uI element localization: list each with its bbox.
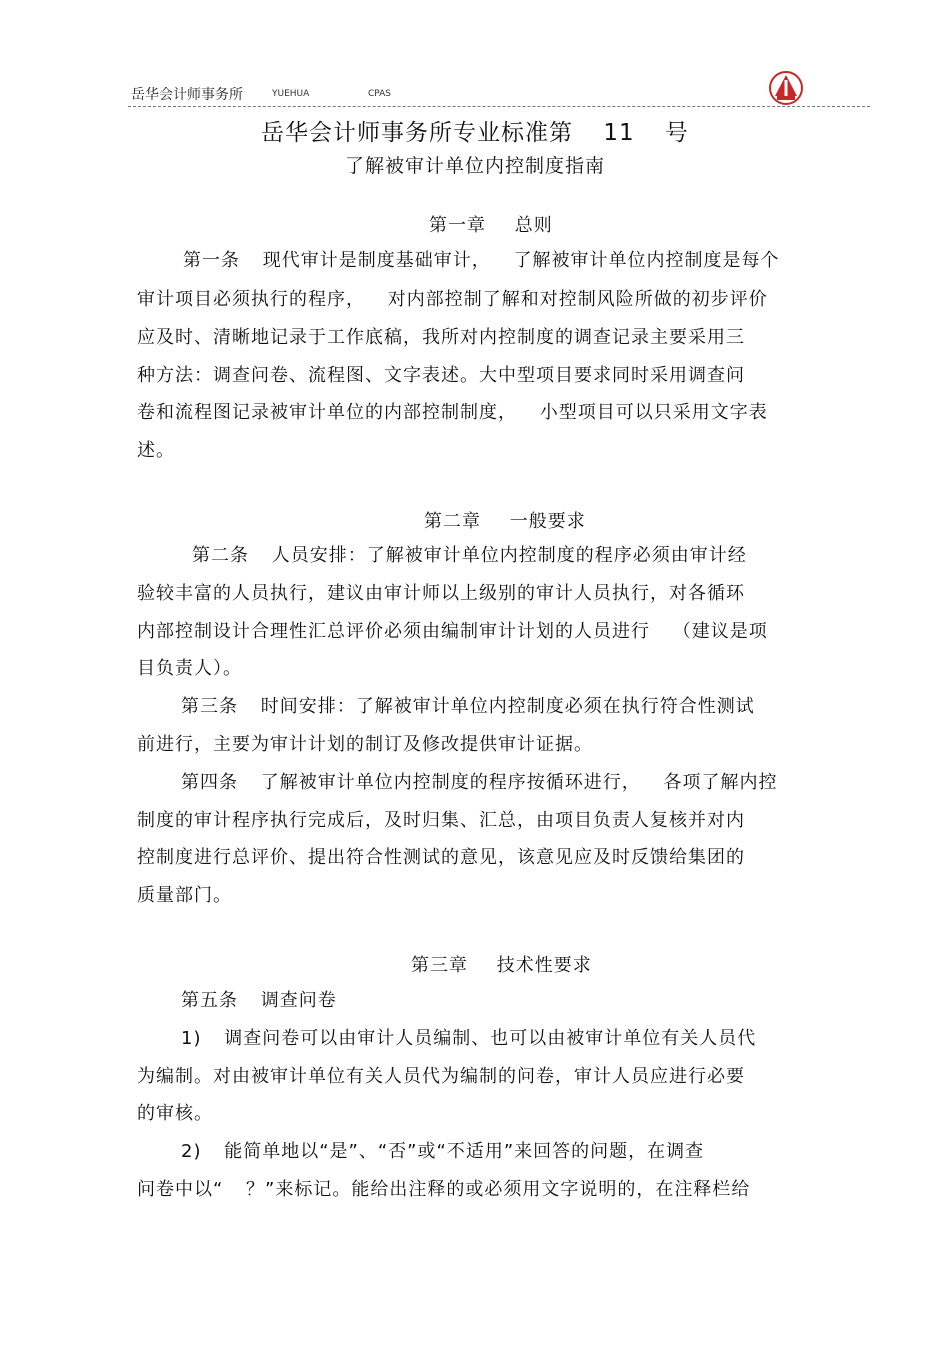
body-line: 种方法：调查问卷、流程图、文字表述。大中型项目要求同时采用调查问 <box>137 365 745 386</box>
body-line: 1) 调查问卷可以由审计人员编制、也可以由被审计单位有关人员代 <box>181 1028 757 1049</box>
body-line: 的审核。 <box>137 1103 213 1124</box>
body-line: 第二条 人员安排：了解被审计单位内控制度的程序必须由审计经 <box>192 545 747 566</box>
body-line: 第三条 时间安排：了解被审计单位内控制度必须在执行符合性测试 <box>181 696 755 717</box>
header-firm-name: 岳华会计师事务所 <box>131 87 243 103</box>
body-line: 卷和流程图记录被审计单位的内部控制制度， 小型项目可以只采用文字表 <box>137 402 768 423</box>
chapter-heading-1: 第一章 总则 <box>429 215 553 236</box>
chapter-heading-3: 第三章 技术性要求 <box>411 955 592 976</box>
document-subtitle: 了解被审计单位内控制度指南 <box>344 155 605 177</box>
body-line: 验较丰富的人员执行，建议由审计师以上级别的审计人员执行，对各循环 <box>137 583 745 604</box>
body-line: 第四条 了解被审计单位内控制度的程序按循环进行， 各项了解内控 <box>181 772 778 793</box>
chapter-heading-2: 第二章 一般要求 <box>424 511 586 532</box>
body-line: 第一条 现代审计是制度基础审计， 了解被审计单位内控制度是每个 <box>183 250 780 271</box>
firm-logo-icon <box>768 70 804 106</box>
body-line: 目负责人）。 <box>137 658 242 679</box>
body-line: 前进行，主要为审计计划的制订及修改提供审计证据。 <box>137 734 593 755</box>
body-line: 为编制。对由被审计单位有关人员代为编制的问卷，审计人员应进行必要 <box>137 1066 745 1087</box>
body-line: 应及时、清晰地记录于工作底稿，我所对内控制度的调查记录主要采用三 <box>137 327 745 348</box>
document-title: 岳华会计师事务所专业标准第 11 号 <box>261 120 689 146</box>
body-line: 述。 <box>137 440 175 461</box>
header-english-suffix: CPAS <box>368 89 392 99</box>
body-line: 制度的审计程序执行完成后，及时归集、汇总，由项目负责人复核并对内 <box>137 810 745 831</box>
body-line: 内部控制设计合理性汇总评价必须由编制审计计划的人员进行 （建议是项 <box>137 621 768 642</box>
header-divider <box>128 106 870 107</box>
body-line: 质量部门。 <box>137 885 232 906</box>
header-english-name: YUEHUA <box>272 89 310 99</box>
body-line: 第五条 调查问卷 <box>181 990 337 1011</box>
body-line: 控制度进行总评价、提出符合性测试的意见，该意见应及时反馈给集团的 <box>137 847 745 868</box>
body-line: 问卷中以“ ？”来标记。能给出注释的或必须用文字说明的，在注释栏给 <box>137 1179 751 1200</box>
body-line: 2) 能简单地以“是”、“否”或“不适用”来回答的问题，在调查 <box>181 1141 705 1162</box>
body-line: 审计项目必须执行的程序， 对内部控制了解和对控制风险所做的初步评价 <box>137 289 768 310</box>
